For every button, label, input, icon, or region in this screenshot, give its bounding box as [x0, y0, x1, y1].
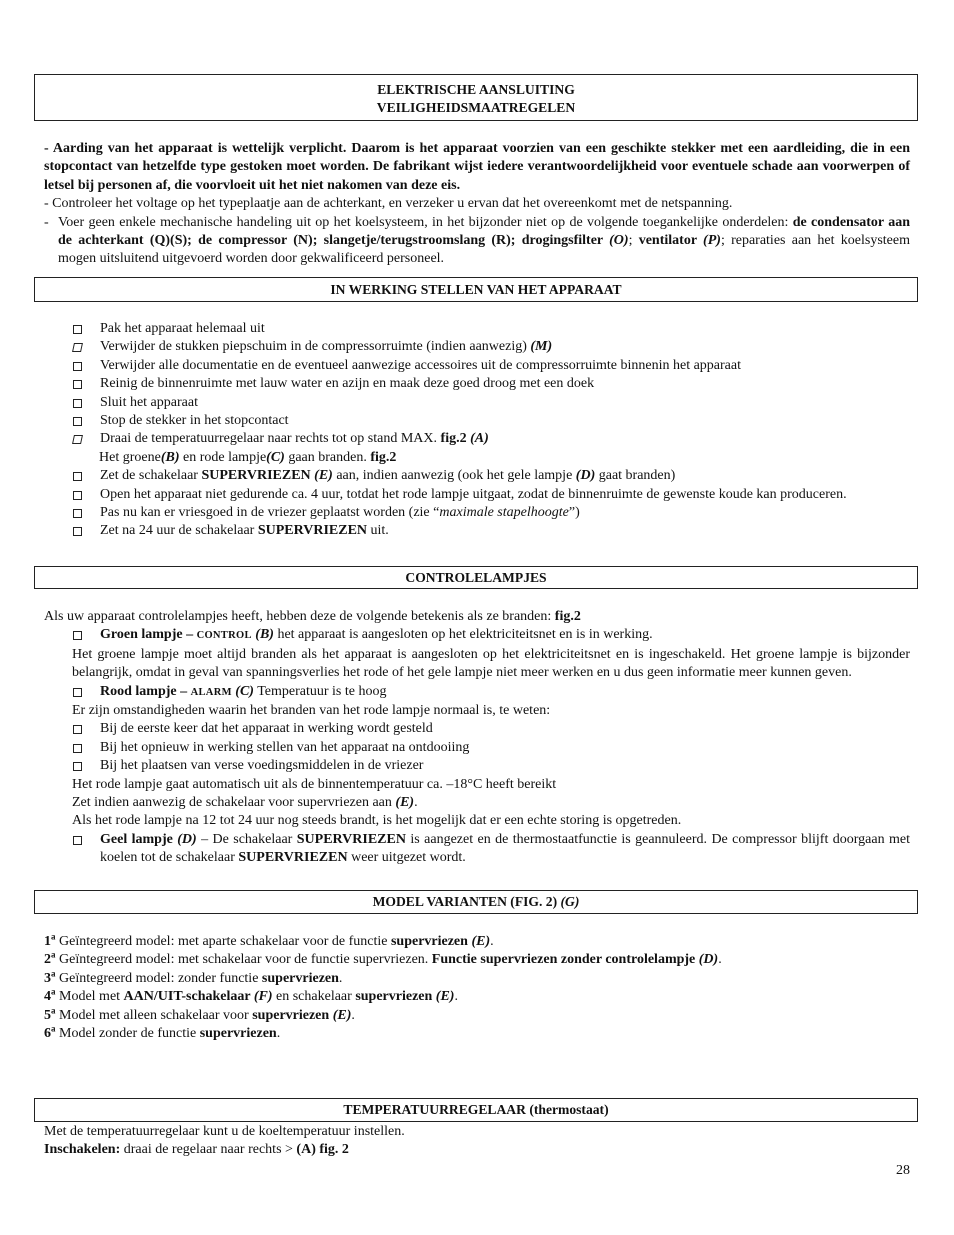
section-subtitle-safety: VEILIGHEIDSMAATREGELEN: [376, 100, 576, 116]
list-item-red: Rood lampje – ALARM (C) Temperatuur is te hoog: [72, 683, 910, 702]
grounding-paragraph: - Aarding van het apparaat is wettelijk verplicht. Daarom is het apparaat voorzien van een geschikte stekker met een aardleiding, die in een stopcontact van hetzelfde type gestoken moet worden. De fabrikant wijst iedere verantwoordelijkheid voor eventuele schade aan voorwerpen of letsel bij personen af, die voorvloeit uit het niet nakomen van deze eis.: [44, 141, 910, 193]
checkbox-icon: [73, 631, 82, 640]
malfunction-text: Als het rode lampje na 12 tot 24 uur nog steeds brandt, is het mogelijk dat er een echte storing is opgetreden.: [72, 813, 682, 829]
section-title-thermostat: TEMPERATUURREGELAAR (thermostaat): [343, 1102, 609, 1117]
safety-text: [44, 140, 910, 269]
list-item: Zet de schakelaar SUPERVRIEZEN (E) aan, indien aanwezig (ook het gele lampje (D) gaat branden): [44, 467, 910, 485]
startup-list: [44, 320, 910, 541]
list-item: Verwijder alle documentatie en de eventueel aanwezige accessoires uit de compressorruimte binnenin het apparaat: [44, 357, 910, 375]
checkbox-icon: [73, 527, 82, 536]
section-header-electrical: [34, 74, 918, 121]
section-title-models: MODEL VARIANTEN (FIG. 2) (G): [372, 894, 580, 909]
checkbox-icon: [73, 472, 82, 481]
section-title-startup: IN WERKING STELLEN VAN HET APPARAAT: [330, 282, 622, 297]
list-item: Sluit het apparaat: [44, 394, 910, 412]
model-item: 4$^a$ Model met AAN/UIT-schakelaar (F) en schakelaar supervriezen (E).: [44, 986, 458, 1005]
thermostat-text: [44, 1123, 910, 1160]
checkbox-icon: [73, 491, 82, 500]
list-item-green: Groen lampje – CONTROL (B) het apparaat is aangesloten op het elektriciteitsnet en is in werking.: [72, 626, 910, 645]
checkbox-icon: [73, 362, 82, 371]
checkbox-icon: [73, 762, 82, 771]
list-item: Verwijder de stukken piepschuim in de compressorruimte (indien aanwezig) (M): [44, 338, 910, 356]
model-item: 3$^a$ Geïntegreerd model: zonder functie supervriezen.: [44, 968, 343, 986]
dash-marker: -: [44, 214, 49, 230]
list-item: Pas nu kan er vriesgoed in de vriezer geplaatst worden (zie “maximale stapelhoogte”): [44, 504, 910, 522]
section-title-electrical: ELEKTRISCHE AANSLUITING: [377, 82, 575, 97]
list-item: Open het apparaat niet gedurende ca. 4 uur, totdat het rode lampje uitgaat, zodat de binnenruimte de gewenste koude kan produceren.: [44, 486, 910, 504]
model-item: 1$^a$ Geïntegreerd model: met aparte schakelaar voor de functie supervriezen (E).: [44, 931, 494, 949]
checkbox-icon: [73, 325, 82, 334]
checkbox-icon: [73, 725, 82, 734]
section-header-indicators: [34, 566, 918, 589]
indicator-details: [44, 626, 910, 867]
model-list: [44, 933, 910, 1043]
checkbox-icon: [72, 343, 83, 352]
section-header-models: [34, 890, 918, 914]
red-description: Er zijn omstandigheden waarin het branden van het rode lampje normaal is, te weten:: [72, 703, 551, 719]
list-item-yellow: Geel lampje (D) – De schakelaar SUPERVRIEZEN is aangezet en de thermostaatfunctie is geannuleerd. De compressor blijft doorgaan met koelen tot de schakelaar SUPERVRIEZEN weer uitgezet wordt.: [72, 831, 910, 868]
model-item: 6$^a$ Model zonder de functie supervriezen.: [44, 1023, 281, 1042]
thermostat-on: Inschakelen: draai de regelaar naar rechts > (A) fig. 2: [44, 1142, 349, 1158]
list-item: Zet na 24 uur de schakelaar SUPERVRIEZEN uit.: [44, 522, 910, 540]
checkbox-icon: [72, 435, 83, 444]
checkbox-icon: [73, 399, 82, 408]
thermostat-intro: Met de temperatuurregelaar kunt u de koeltemperatuur instellen.: [44, 1124, 405, 1139]
list-item-continuation: Het groene(B) en rode lampje(C) gaan branden. fig.2: [99, 449, 397, 465]
red-off-text: Het rode lampje gaat automatisch uit als de binnentemperatuur ca. –18°C heeft bereikt: [72, 776, 557, 792]
indicator-intro: Als uw apparaat controlelampjes heeft, hebben deze de volgende betekenis als ze branden: fig.2: [44, 609, 581, 624]
model-item: 5$^a$ Model met alleen schakelaar voor supervriezen (E).: [44, 1004, 355, 1023]
checkbox-icon: [73, 417, 82, 426]
checkbox-icon: [73, 744, 82, 753]
list-item: Draai de temperatuurregelaar naar rechts tot op stand MAX. fig.2 (A): [44, 430, 910, 448]
supervriezen-text: Zet indien aanwezig de schakelaar voor supervriezen aan (E).: [72, 795, 418, 811]
list-item: Bij het plaatsen van verse voedingsmiddelen in de vriezer: [72, 757, 910, 775]
checkbox-icon: [73, 688, 82, 697]
green-description: Het groene lampje moet altijd branden als het apparaat is aangesloten op het elektriciteitsnet en is ingeschakeld. Het groene lampje is bijzonder belangrijk, omdat in geval van spanningsverlies het rode of het gele lampje niet meer werken en u dus geen informatie meer kunnen geven.: [72, 646, 910, 681]
list-item: Bij het opnieuw in werking stellen van het apparaat na ontdooiing: [72, 739, 910, 757]
list-item: Reinig de binnenruimte met lauw water en azijn en maak deze goed droog met een doek: [44, 375, 910, 393]
checkbox-icon: [73, 509, 82, 518]
list-item: Stop de stekker in het stopcontact: [44, 412, 910, 430]
cooling-system-paragraph: - Voer geen enkele mechanische handeling uit op het koelsysteem, in het bijzonder niet op de volgende toegankelijke onderdelen: de condensator aan de achterkant (Q)(S); de compressor (N); slangetje/terugstroomslang (R); drogingsfilter (O); ventilator (P); reparaties aan het koelsysteem mogen uitsluitend uitgevoerd worden door gekwalificeerd personeel.: [44, 214, 910, 267]
voltage-paragraph: - Controleer het voltage op het typeplaatje aan de achterkant, en verzeker u ervan dat het overeenkomt met de netspanning.: [44, 196, 733, 212]
checkbox-icon: [73, 836, 82, 845]
section-header-startup: [34, 277, 918, 302]
list-item: Bij de eerste keer dat het apparaat in werking wordt gesteld: [72, 720, 910, 738]
model-item: 2$^a$ Geïntegreerd model: met schakelaar voor de functie supervriezen. Functie supervriezen zonder controlelampje (D).: [44, 949, 722, 968]
section-title-indicators: CONTROLELAMPJES: [405, 570, 547, 585]
page-number: 28: [896, 1163, 910, 1178]
section-header-thermostat: [34, 1098, 918, 1122]
checkbox-icon: [73, 380, 82, 389]
indicator-text: [44, 608, 910, 868]
list-item: Pak het apparaat helemaal uit: [44, 320, 910, 338]
